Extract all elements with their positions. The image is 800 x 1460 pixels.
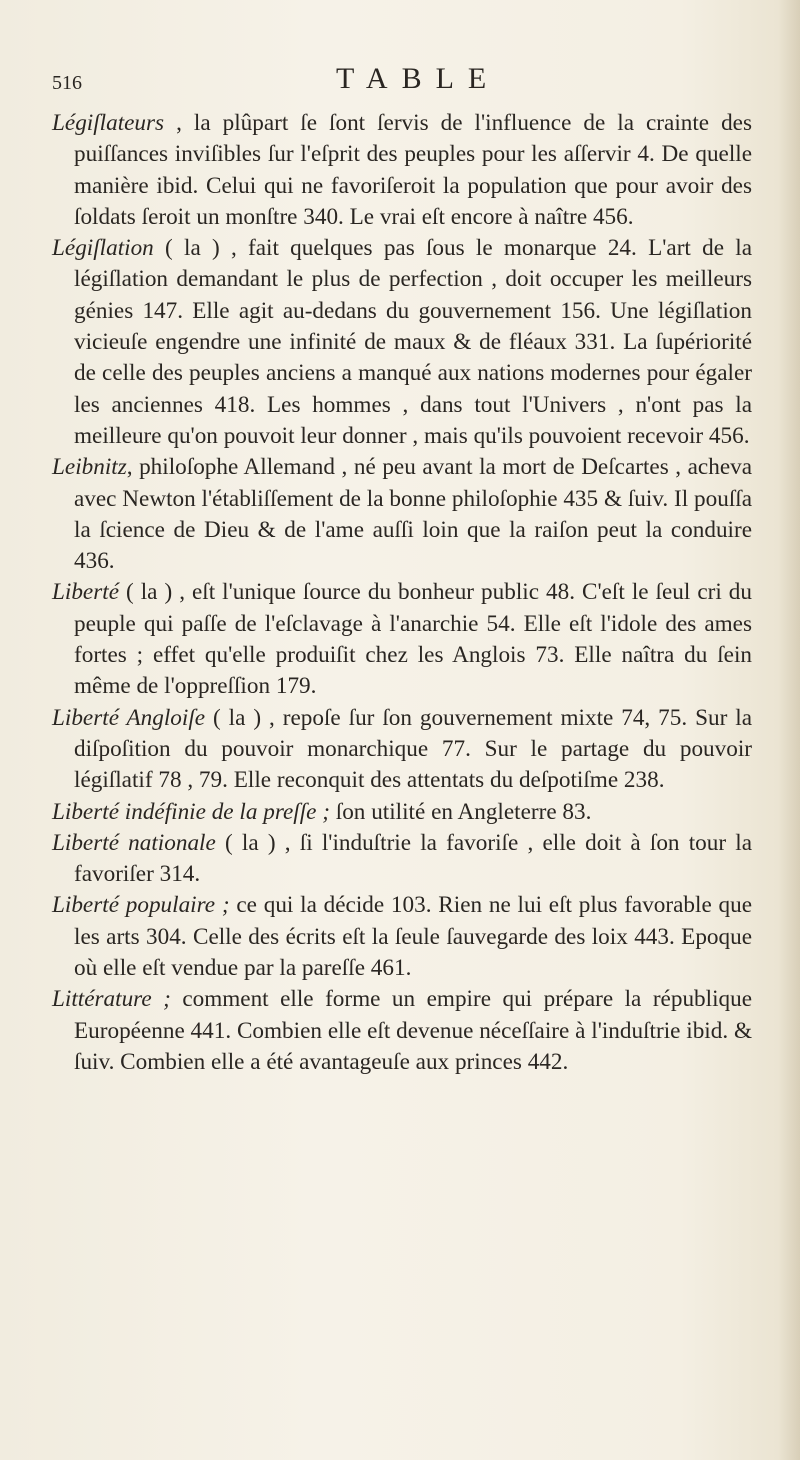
index-entry (52, 890, 752, 984)
entry-text: ( la ) , ſi l'induſtrie la favoriſe , elle doit à ſon tour la favoriſer 314. (74, 829, 753, 888)
entry-text: ( la ) , repoſe ſur ſon gouvernement mixte 74, 75. Sur la diſpoſition du pouvoir monarchique 77. Sur le partage du pouvoir légiſlatif 78 , 79. Elle reconquit des attentats du deſpotiſme 238. (74, 704, 752, 794)
entry-heading: Liberté populaire ; (52, 892, 230, 919)
page-number: 516 (52, 72, 82, 94)
index-entry (52, 984, 752, 1078)
index-entry (52, 577, 752, 702)
index-entry (52, 797, 752, 828)
entry-heading: Liberté nationale (52, 829, 216, 856)
running-title: TABLE (336, 62, 501, 95)
page-header (52, 62, 612, 102)
entry-text: , philoſophe Allemand , né peu avant la mort de Deſcartes , acheva avec Newton l'établiſſement de la bonne philoſophie 435 & ſuiv. Il pouſſa la ſcience de Dieu & de l'ame auſſi loin que la raiſon peut la conduire 436. (74, 454, 752, 575)
entry-text: , la plûpart ſe ſont ſervis de l'influence de la crainte des puiſſances inviſibles ſur l'eſprit des peuples pour les aſſervir 4. De quelle manière ibid. Celui qui ne favoriſeroit la population que pour avoir des ſoldats ſeroit un monſtre 340. Le vrai eſt encore à naître 456. (74, 110, 752, 230)
entry-heading: Liberté Angloiſe (52, 704, 206, 731)
index-entry (52, 452, 752, 577)
index-entry (52, 108, 752, 233)
entry-heading: Leibnitz (52, 454, 127, 481)
entry-heading: Liberté (52, 579, 119, 606)
page-edge-shadow (778, 0, 800, 1460)
index-entry (52, 233, 752, 452)
index-entry (52, 828, 752, 891)
entry-heading: Littérature ; (52, 986, 171, 1013)
entry-heading: Liberté indéfinie de la preſſe ; (52, 798, 330, 825)
entry-text: ( la ) , eſt l'unique ſource du bonheur public 48. C'eſt le ſeul cri du peuple qui paſſe de l'eſclavage à l'anarchie 54. Elle eſt l'idole des ames fortes ; effet qu'elle produiſit chez les Anglois 73. Elle naîtra du ſein même de l'oppreſſion 179. (74, 579, 752, 700)
entry-text: ſon utilité en Angleterre 83. (329, 798, 592, 825)
entry-text: ( la ) , fait quelques pas ſous le monarque 24. L'art de la légiſlation demandant le plus de perfection , doit occuper les meilleurs génies 147. Elle agit au-dedans du gouvernement 156. Une légiſlation vicieuſe engendre une infinité de maux & de fléaux 331. La ſupériorité de celle des peuples anciens a manqué aux nations modernes pour égaler les anciennes 418. Les hommes , dans tout l'Univers , n'ont pas la meilleure qu'on pouvoit leur donner , mais qu'ils pouvoient recevoir 456. (74, 235, 752, 449)
index-entry (52, 703, 752, 797)
entry-heading: Légiſlation (52, 235, 154, 262)
entry-text: comment elle forme un empire qui prépare la république Européenne 441. Combien elle eſt devenue néceſſaire à l'induſtrie ibid. & ſuiv. Combien elle a été avantageuſe aux princes 442. (74, 986, 752, 1075)
index-entries (52, 108, 752, 1078)
entry-heading: Légiſlateurs (52, 110, 165, 136)
entry-text: ce qui la décide 103. Rien ne lui eſt plus favorable que les arts 304. Celle des écrits eſt la ſeule ſauvegarde des loix 443. Epoque où elle eſt vendue par la pareſſe 461. (74, 892, 752, 982)
